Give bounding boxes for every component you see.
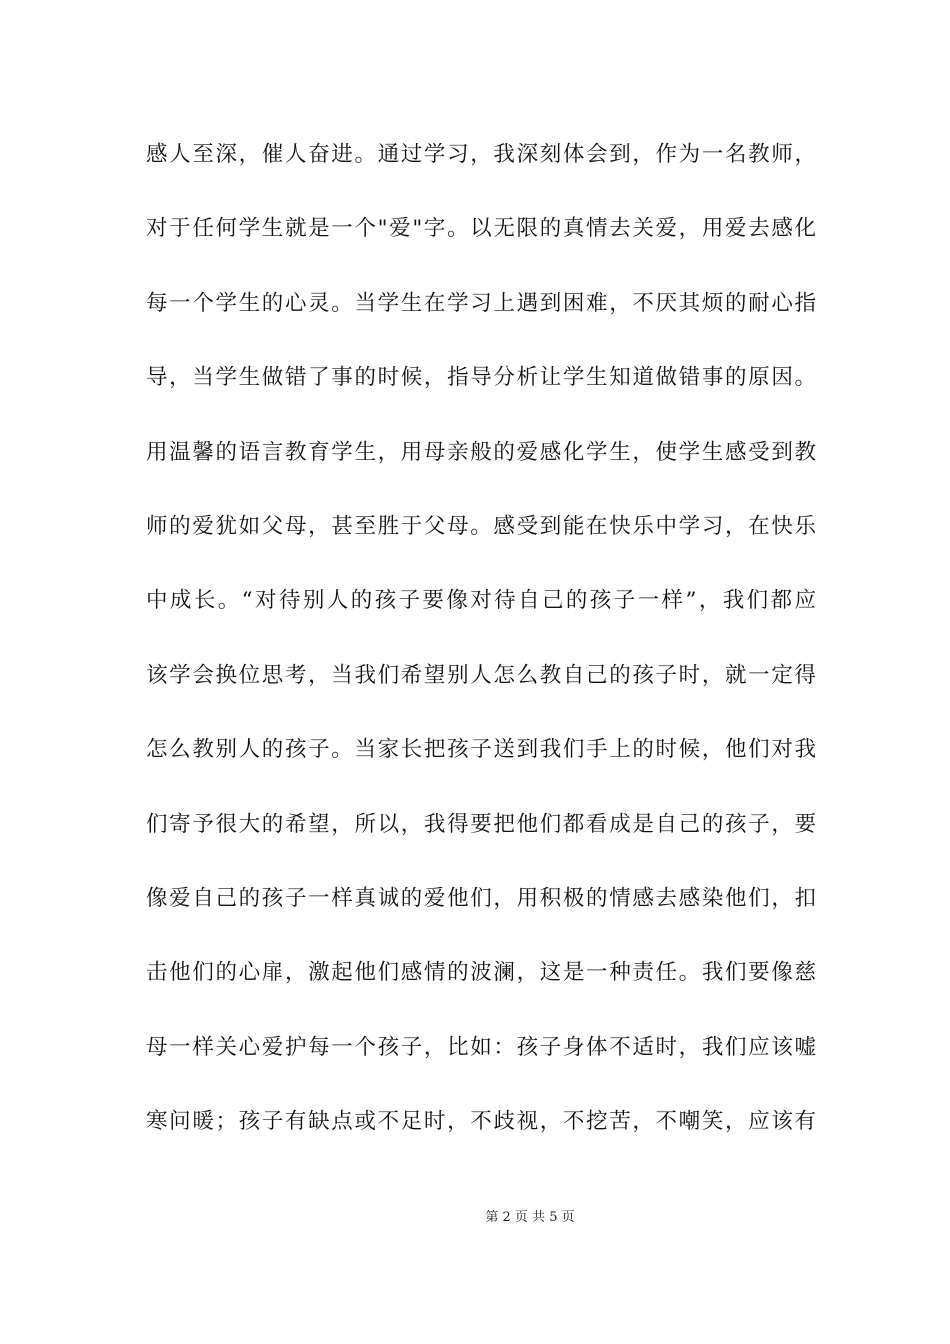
body-text [146, 137, 816, 1178]
text-line: 击他们的心扉，激起他们感情的波澜，这是一种责任。我们要像慈 [146, 960, 816, 986]
text-line: 像爱自己的孩子一样真诚的爱他们，用积极的情感去感染他们，扣 [146, 885, 816, 911]
text-line: 师的爱犹如父母，甚至胜于父母。感受到能在快乐中学习，在快乐 [146, 513, 816, 539]
text-line: 中成长。“对待别人的孩子要像对待自己的孩子一样”，我们都应 [146, 588, 816, 614]
text-line: 母一样关心爱护每一个孩子，比如：孩子身体不适时，我们应该嘘 [146, 1034, 816, 1060]
text-line: 该学会换位思考，当我们希望别人怎么教自己的孩子时，就一定得 [146, 662, 816, 688]
text-line: 每一个学生的心灵。当学生在学习上遇到困难，不厌其烦的耐心指 [146, 290, 816, 316]
text-line: 导，当学生做错了事的时候，指导分析让学生知道做错事的原因。 [146, 365, 816, 391]
text-line: 感人至深，催人奋进。通过学习，我深刻体会到，作为一名教师， [146, 142, 816, 167]
text-line: 寒问暖；孩子有缺点或不足时，不歧视，不挖苦，不嘲笑，应该有 [146, 1109, 816, 1135]
page-number-footer: 第 2 页 共 5 页 [485, 1210, 575, 1225]
text-line: 用温馨的语言教育学生，用母亲般的爱感化学生，使学生感受到教 [146, 439, 816, 465]
text-line: 怎么教别人的孩子。当家长把孩子送到我们手上的时候，他们对我 [146, 737, 816, 763]
text-line: 对于任何学生就是一个"爱"字。以无限的真情去关爱，用爱去感化 [146, 216, 816, 242]
text-line: 们寄予很大的希望，所以，我得要把他们都看成是自己的孩子，要 [146, 811, 816, 837]
